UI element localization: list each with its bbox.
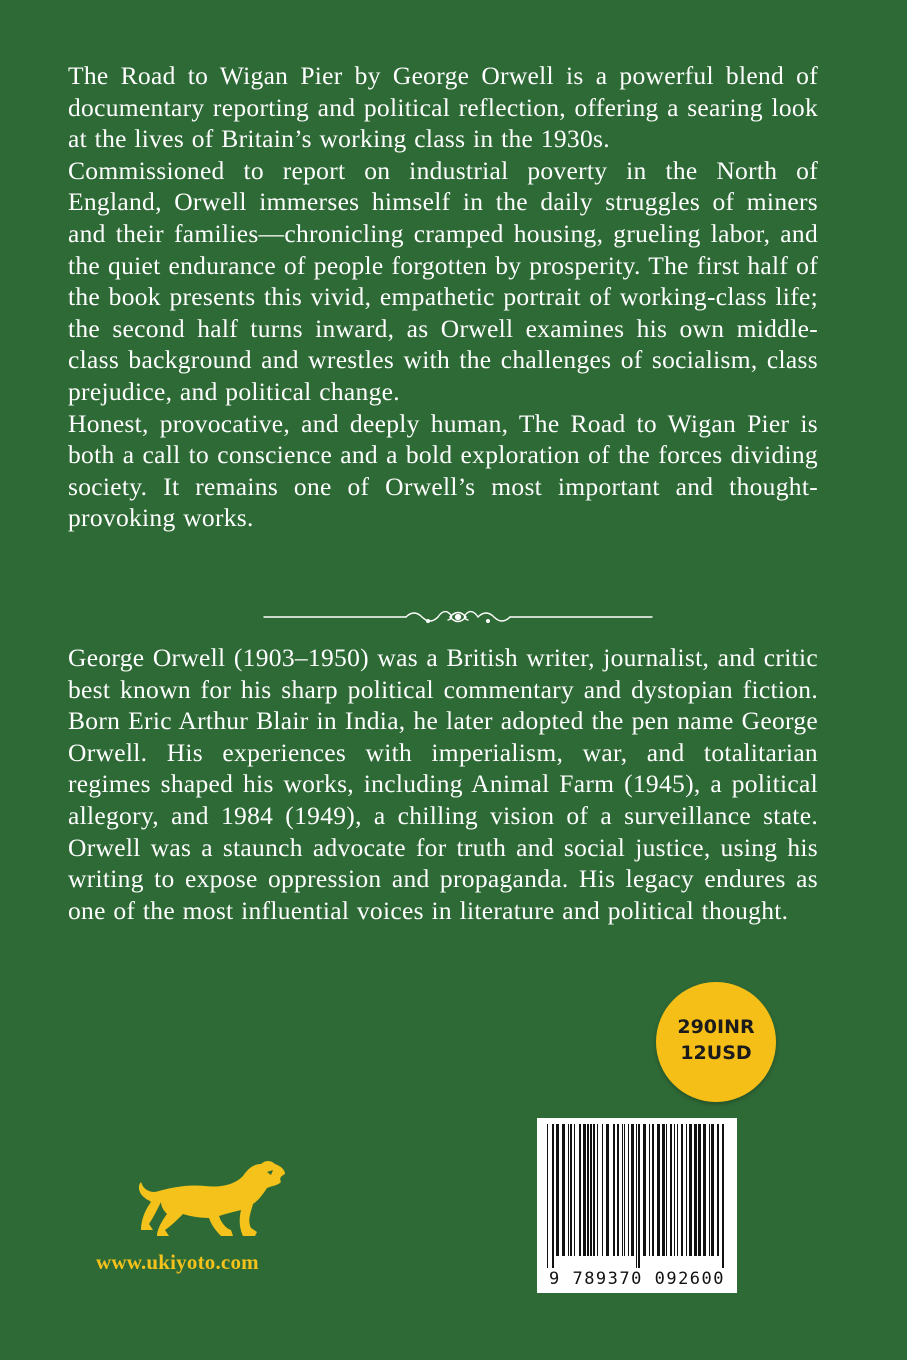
barcode-bar — [657, 1124, 660, 1256]
blurb-paragraph-2: Commissioned to report on industrial poverty in the North of England, Orwell immerses himself in the daily struggles of miners and their families—chronicling cramped housing, grueling labor, and the quiet endurance of people forgotten by prosperity. The first half of the book presents this vivid, empathetic portrait of working-class life; the second half turns inward, as Orwell examines his own middle-class background and wrestles with the challenges of socialism, class prejudice, and political change. — [68, 155, 818, 406]
isbn-number: 9 789370 092600 — [548, 1269, 726, 1289]
page-curl-icon — [738, 982, 776, 1020]
barcode-bar — [622, 1124, 623, 1256]
barcode-bar — [590, 1124, 592, 1256]
barcode-bar — [617, 1124, 619, 1256]
barcode-bar — [570, 1124, 572, 1256]
author-biography: George Orwell (1903–1950) was a British writer, journalist, and critic best known for his sharp political commentary and dystopian fiction. Born Eric Arthur Blair in India, he later adopted the pen name George Orwell. His experiences with imperialism, war, and totalitarian regimes shaped his works, including Animal Farm (1945), a political allegory, and 1984 (1949), a chilling vision of a surveillance state. Orwell was a staunch advocate for truth and social justice, using his writing to expose oppression and propaganda. His legacy endures as one of the most influential voices in literature and political thought. — [68, 643, 818, 925]
blurb-paragraph-3: Honest, provocative, and deeply human, The Road to Wigan Pier is both a call to conscience and a bold exploration of the forces dividing society. It remains one of Orwell’s most important and thought-provoking works. — [68, 408, 818, 533]
barcode-bar — [631, 1124, 634, 1256]
barcode-bar — [698, 1124, 701, 1256]
book-blurb — [68, 60, 818, 534]
barcode-bar — [552, 1124, 554, 1268]
barcode-bar — [613, 1124, 615, 1256]
barcode-bar — [666, 1124, 667, 1256]
barcode-bar — [638, 1124, 640, 1268]
barcode-bar — [674, 1124, 675, 1256]
barcode-bar — [636, 1124, 637, 1268]
barcode-bar — [606, 1124, 609, 1256]
price-inr: 290INR — [677, 1016, 755, 1038]
barcode-bar — [649, 1124, 650, 1256]
barcode-bar — [686, 1124, 687, 1256]
barcode-bar — [709, 1124, 710, 1256]
ornament-divider-icon — [258, 602, 658, 632]
publisher-website: www.ukiyoto.com — [96, 1250, 259, 1274]
barcode-bar — [662, 1124, 665, 1256]
price-usd: 12USD — [680, 1042, 752, 1064]
barcode-bar — [722, 1124, 724, 1268]
panther-logo-icon — [135, 1158, 290, 1248]
barcode-bar — [556, 1124, 559, 1256]
barcode-bars-icon — [537, 1118, 737, 1268]
barcode-bar — [694, 1124, 697, 1256]
barcode-bar — [677, 1124, 678, 1256]
barcode-bar — [547, 1124, 548, 1268]
barcode-bar — [583, 1124, 586, 1256]
barcode-bar — [681, 1124, 683, 1256]
barcode-bar — [579, 1124, 581, 1256]
barcode-bar — [670, 1124, 672, 1256]
barcode-bar — [717, 1124, 719, 1256]
barcode-bar — [597, 1124, 598, 1256]
price-sticker — [656, 982, 776, 1102]
isbn-barcode — [537, 1118, 737, 1293]
barcode-bar — [643, 1124, 646, 1256]
barcode-bar — [652, 1124, 654, 1256]
barcode-bar — [703, 1124, 706, 1256]
barcode-bar — [562, 1124, 565, 1256]
blurb-paragraph-1: The Road to Wigan Pier by George Orwell is a powerful blend of documentary reporting and political reflection, offering a searing look at the lives of Britain’s working class in the 1930s. — [68, 61, 818, 154]
barcode-bar — [574, 1124, 575, 1256]
barcode-bar — [711, 1124, 714, 1256]
barcode-bar — [568, 1124, 569, 1256]
barcode-bar — [628, 1124, 629, 1256]
barcode-bar — [624, 1124, 625, 1256]
barcode-bar — [593, 1124, 595, 1256]
barcode-bar — [689, 1124, 692, 1256]
barcode-bar — [587, 1124, 589, 1256]
barcode-bar — [602, 1124, 603, 1256]
